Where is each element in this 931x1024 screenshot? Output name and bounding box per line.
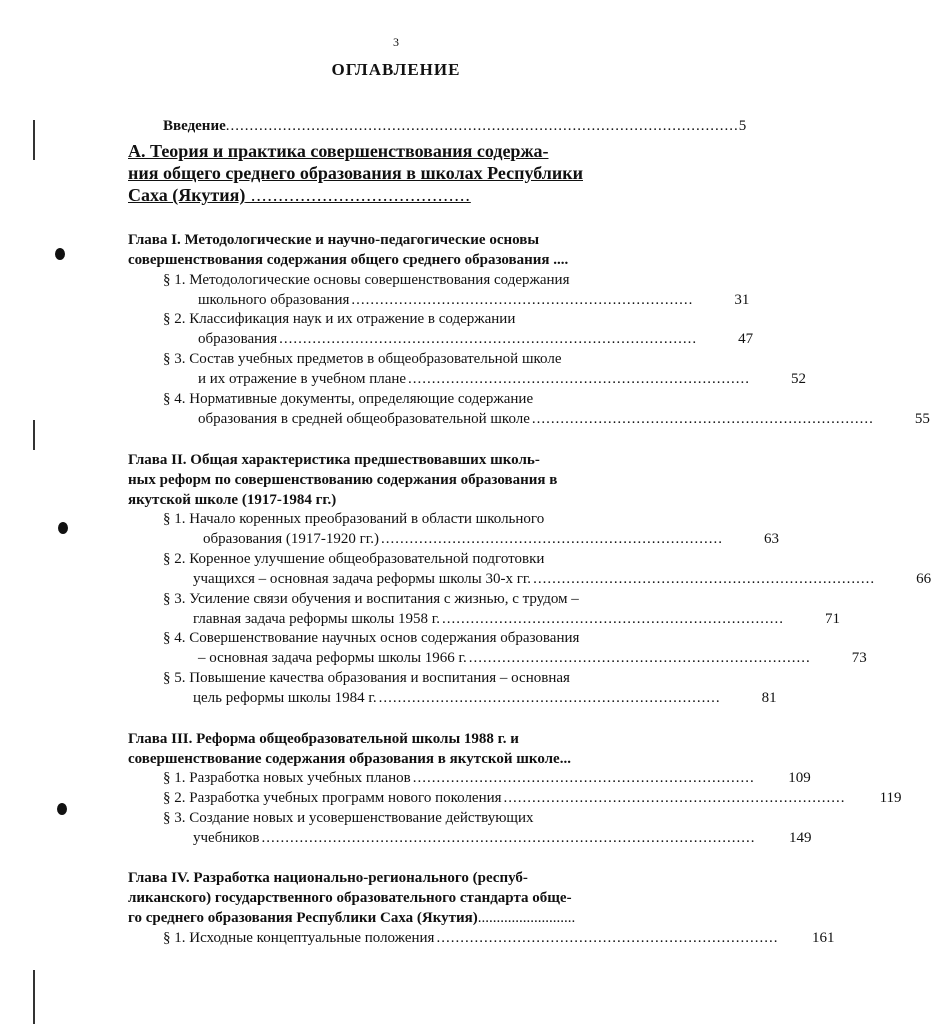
binder-hole-mark <box>55 248 65 260</box>
section-title: § 1. Методологические основы совершенствования содержания <box>163 272 570 288</box>
section-title-cont: образования (1917-1920 гг.) <box>203 531 379 547</box>
toc-section <box>163 668 777 708</box>
toc-section <box>163 928 835 948</box>
section-title-cont: школьного образования <box>198 292 350 308</box>
section-title: § 2. Классификация наук и их отражение в содержании <box>163 311 516 327</box>
scan-edge-line <box>33 420 35 450</box>
part-a-line: Саха (Якутия) <box>128 185 246 205</box>
chapter-heading-line: совершенствование содержания образования в якутской школе... <box>128 751 571 767</box>
section-title-cont: – основная задача реформы школы 1966 г. <box>198 650 467 666</box>
page-number: 3 <box>393 35 399 49</box>
section-page: 47 <box>738 331 754 347</box>
toc-section <box>163 549 931 589</box>
part-a-line: А. Теория и практика совершенствования содержа- <box>128 141 549 161</box>
toc-section <box>163 389 930 429</box>
chapter-heading-line: Глава IV. Разработка национально-регионального (респуб- <box>128 870 528 886</box>
chapter-heading <box>128 868 658 928</box>
leader-dots: ........................................................................ <box>412 770 755 786</box>
section-title: § 2. Коренное улучшение общеобразовательной подготовки <box>163 551 545 567</box>
section-page: 81 <box>761 690 777 706</box>
section-page: 119 <box>879 790 902 806</box>
leader-dots: ........................................................................ <box>503 790 846 806</box>
section-title-cont: главная задача реформы школы 1958 г. <box>193 611 440 627</box>
leader-dots: ........................................................................................................ <box>261 830 756 846</box>
section-title: § 5. Повышение качества образования и воспитания – основная <box>163 670 570 686</box>
section-title-cont: учебников <box>193 830 260 846</box>
toc-section <box>163 628 867 668</box>
section-title-cont: образования <box>198 331 278 347</box>
section-title: § 4. Нормативные документы, определяющие содержание <box>163 391 534 407</box>
leader-dots: ........................................................................ <box>351 292 694 308</box>
section-page: 161 <box>811 930 835 946</box>
leader-dots: ........................................................................ <box>378 690 721 706</box>
chapter-heading <box>128 230 658 270</box>
section-page: 31 <box>734 292 750 308</box>
section-page: 73 <box>851 650 867 666</box>
toc-section <box>163 270 750 310</box>
chapter-heading-line: совершенствования содержания общего среднего образования .... <box>128 252 569 268</box>
section-page: 66 <box>916 571 931 587</box>
section-title-cont: учащихся – основная задача реформы школы 30-х гг. <box>193 571 532 587</box>
section-page: 149 <box>789 830 812 846</box>
leader-dots: ........................................................................ <box>436 930 779 946</box>
scan-edge-line <box>33 970 35 1024</box>
intro-page: 5 <box>738 118 747 134</box>
chapter-heading-line: Глава III. Реформа общеобразовательной школы 1988 г. и <box>128 731 519 747</box>
toc-section <box>163 589 840 629</box>
toc-section <box>163 788 902 808</box>
chapter-heading-line: Глава I. Методологические и научно-педагогические основы <box>128 232 540 248</box>
chapter-heading-line: ликанского) государственного образовательного стандарта обще- <box>128 890 572 906</box>
section-title: § 3. Состав учебных предметов в общеобразовательной школе <box>163 351 562 367</box>
chapter-heading-line: ных реформ по совершенствованию содержания образования в <box>128 472 558 488</box>
section-title-cont: образования в средней общеобразовательной школе <box>198 411 530 427</box>
section-title-cont: и их отражение в учебном плане <box>198 371 407 387</box>
leader-dots: ........................................................................ <box>468 650 811 666</box>
section-title: § 1. Разработка новых учебных планов <box>163 770 411 786</box>
section-page: 63 <box>763 531 779 547</box>
binder-hole-mark <box>57 803 67 815</box>
toc-section <box>163 349 807 389</box>
leader-dots: ........................................ <box>245 185 471 205</box>
toc-section <box>163 808 812 848</box>
leader-dots: ........................................................................ <box>441 611 784 627</box>
leader-dots: .......................... <box>477 910 576 926</box>
chapter-heading <box>128 729 658 769</box>
toc-intro <box>163 118 747 135</box>
section-title: § 3. Создание новых и усовершенствование действующих <box>163 810 534 826</box>
section-page: 109 <box>788 770 811 786</box>
chapter-heading-line: го среднего образования Республики Саха (Якутия) <box>128 910 478 926</box>
chapter-heading-line: якутской школе (1917-1984 гг.) <box>128 492 337 508</box>
section-title: § 3. Усиление связи обучения и воспитания с жизнью, с трудом – <box>163 591 579 607</box>
section-title: § 1. Начало коренных преобразований в области школьного <box>163 511 545 527</box>
leader-dots: ........................................................................ <box>533 571 876 587</box>
leader-dots: ............................................................................................................ <box>225 118 739 134</box>
section-page: 52 <box>791 371 807 387</box>
intro-label: Введение <box>163 118 226 134</box>
chapter-heading-line: Глава II. Общая характеристика предшествовавших школь- <box>128 452 540 468</box>
section-title: § 2. Разработка учебных программ нового поколения <box>163 790 502 806</box>
leader-dots: ........................................................................ <box>380 531 723 547</box>
section-title-cont: цель реформы школы 1984 г. <box>193 690 377 706</box>
leader-dots: ........................................................................ <box>531 411 874 427</box>
toc-section <box>163 309 754 349</box>
section-title: § 4. Совершенствование научных основ содержания образования <box>163 630 580 646</box>
section-page: 71 <box>824 611 840 627</box>
section-page: 55 <box>914 411 930 427</box>
binder-hole-mark <box>58 522 68 534</box>
part-a-heading <box>128 140 658 206</box>
page-title: ОГЛАВЛЕНИЕ <box>331 60 461 79</box>
part-a-line: ния общего среднего образования в школах Республики <box>128 163 583 183</box>
toc-section <box>163 768 811 788</box>
section-title: § 1. Исходные концептуальные положения <box>163 930 435 946</box>
leader-dots: ........................................................................ <box>408 371 751 387</box>
scan-edge-line <box>33 120 35 160</box>
chapter-heading <box>128 450 658 510</box>
leader-dots: ........................................................................................ <box>279 331 698 347</box>
toc-section <box>163 509 779 549</box>
